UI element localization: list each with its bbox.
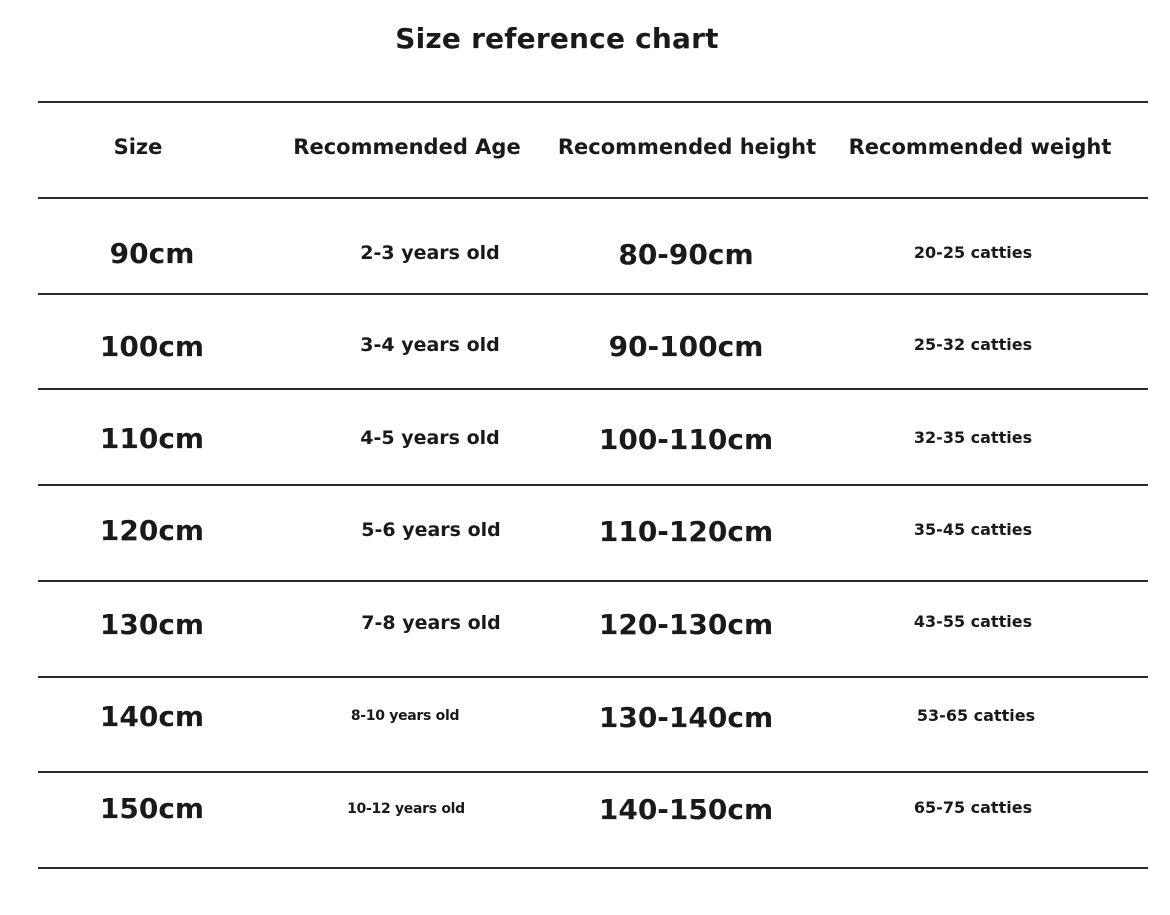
size-cell: 130cm	[99, 608, 205, 641]
size-cell: 110cm	[99, 422, 205, 455]
age-cell: 7-8 years old	[361, 612, 501, 634]
header-recommended-height: Recommended height	[557, 135, 817, 159]
header-recommended-age: Recommended Age	[293, 135, 521, 159]
page-title: Size reference chart	[395, 22, 719, 55]
height-cell: 90-100cm	[608, 330, 764, 363]
height-cell: 130-140cm	[598, 701, 774, 734]
weight-cell: 25-32 catties	[913, 335, 1033, 354]
row-divider	[38, 580, 1148, 582]
height-cell: 140-150cm	[598, 793, 774, 826]
row-divider	[38, 771, 1148, 773]
height-cell: 110-120cm	[598, 515, 774, 548]
size-cell: 140cm	[99, 700, 205, 733]
table-bottom-rule	[38, 867, 1148, 869]
weight-cell: 53-65 catties	[916, 706, 1036, 725]
age-cell: 10-12 years old	[347, 801, 465, 817]
header-size: Size	[113, 135, 163, 159]
table-top-rule	[38, 101, 1148, 103]
header-recommended-weight: Recommended weight	[848, 135, 1112, 159]
row-divider	[38, 293, 1148, 295]
header-bottom-rule	[38, 197, 1148, 199]
weight-cell: 35-45 catties	[913, 520, 1033, 539]
size-cell: 120cm	[99, 514, 205, 547]
row-divider	[38, 388, 1148, 390]
age-cell: 5-6 years old	[361, 519, 501, 541]
weight-cell: 32-35 catties	[913, 428, 1033, 447]
size-cell: 100cm	[99, 330, 205, 363]
weight-cell: 65-75 catties	[913, 798, 1033, 817]
size-cell: 90cm	[109, 237, 195, 270]
height-cell: 80-90cm	[618, 238, 754, 271]
height-cell: 120-130cm	[598, 608, 774, 641]
age-cell: 8-10 years old	[350, 708, 460, 724]
weight-cell: 20-25 catties	[913, 243, 1033, 262]
row-divider	[38, 676, 1148, 678]
weight-cell: 43-55 catties	[913, 612, 1033, 631]
size-cell: 150cm	[99, 792, 205, 825]
height-cell: 100-110cm	[598, 423, 774, 456]
age-cell: 3-4 years old	[360, 334, 500, 356]
age-cell: 4-5 years old	[360, 427, 500, 449]
row-divider	[38, 484, 1148, 486]
age-cell: 2-3 years old	[360, 242, 500, 264]
